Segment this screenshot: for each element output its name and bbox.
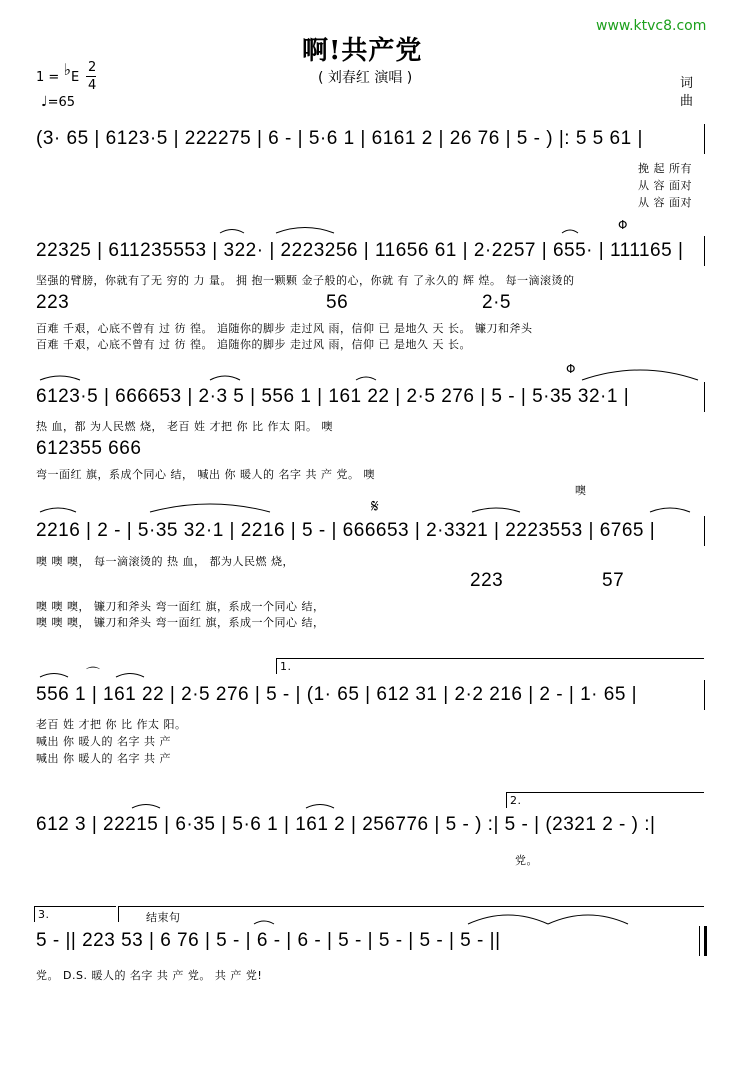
lyricist-label: 词 [680,76,694,91]
system-5-lyric-line-3: 喊出 你 暖人的 名字 共 产 [36,752,171,765]
segno-sign-2-icon: Φ [566,362,576,376]
slur-sys4-d [650,508,690,512]
system-2-lyric-line-3: 百难 千艰，心底不曾有 过 彷 徨。 追随你的脚步 走过风 雨，信仰 已 是地久 天 长。 [36,338,471,351]
song-title: 啊!共产党 [302,36,423,66]
system-1-lyric-line-1: 挽 起 所有 [638,162,692,175]
system-3-lyric-line-1: 热 血，都 为人民燃 烧， 老百 姓 才把 你 比 作太 阳。 噢 [36,420,333,433]
fermata-icon: ⌒ [86,666,101,682]
volta-3-label: 3. [38,908,50,921]
key-note: E [70,70,80,85]
system-5-notes: 556 1 | 161 22 | 2·5 276 | 5 - | (1· 65 | 612 31 | 2·2 216 | 2 - | 1· 65 | [36,684,638,705]
system-2-alt-notes-a: 223 [36,292,70,313]
system-2-notes: 22325 | 611235553 | 322· | 2223256 | 11656 61 | 2·2257 | 655· | 111165 | [36,240,684,261]
slur-sys4-c [472,508,520,512]
coda-label: 结束句 [146,911,181,924]
slur-sys2-b [276,228,334,234]
system-4-lyric-line-1: 噢 噢 噢， 每一滴滚烫的 热 血， 都为人民燃 烧， [36,555,294,568]
slur-sys4-b [150,504,270,512]
slur-sys7-b [468,915,548,924]
volta-1-label: 1. [280,660,292,673]
segno-sign-icon: Φ [618,218,628,232]
system-4-alt-notes-a: 223 [470,570,504,591]
slur-sys3-d [582,370,698,380]
system-6-lyric-line-1: 党。 [515,854,538,867]
site-watermark[interactable]: www.ktvc8.com [596,18,707,34]
quarter-note-icon: ♩ [41,94,48,110]
slur-sys2-c [562,230,578,233]
system-4-lyric-line-3: 噢 噢 噢， 镰刀和斧头 弯一面红 旗，系成一个同心 结， [36,616,325,629]
slur-sys3-c [356,377,376,380]
system-4-lyric-line-2: 噢 噢 噢， 镰刀和斧头 弯一面红 旗，系成一个同心 结， [36,600,325,613]
system-7-notes: 5 - || 223 53 | 6 76 | 5 - | 6 - | 6 - | 5 - | 5 - | 5 - | 5 - || [36,930,501,951]
system-3-lyric-line-3: 噢 [575,484,587,497]
slur-sys2-a [220,230,244,234]
slur-sys3-b [210,376,240,380]
coda-sign-icon: 𝄋 [371,496,380,516]
system-5-lyric-line-2: 喊出 你 暖人的 名字 共 产 [36,735,171,748]
system-3-alt-notes: 612355 666 [36,438,142,459]
system-1-lyric-line-3: 从 容 面对 [638,196,692,209]
slur-sys7-a [254,921,274,924]
system-2-alt-notes-c: 2·5 [482,292,511,313]
slur-sys6-a [132,805,160,809]
slur-sys3-a [40,376,80,380]
system-3-notes: 6123·5 | 666653 | 2·3 5 | 556 1 | 161 22 | 2·5 276 | 5 - | 5·35 32·1 | [36,386,630,407]
system-4-notes: 2216 | 2 - | 5·35 32·1 | 2216 | 5 - | 666653 | 2·3321 | 2223553 | 6765 | [36,520,656,541]
time-signature-top: 2 [88,60,97,75]
system-1-notes: (3· 65 | 6123·5 | 222275 | 6 - | 5·6 1 | 6161 2 | 26 76 | 5 - ) |: 5 5 61 | [36,128,643,149]
slur-sys5-a [40,674,68,678]
system-1-lyric-line-2: 从 容 面对 [638,179,692,192]
system-5-lyric-line-1: 老百 姓 才把 你 比 作太 阳。 [36,718,187,731]
system-2-alt-notes-b: 56 [326,292,349,313]
performer-subtitle: ( 刘春红 演唱 ) [318,70,413,86]
slur-sys7-c [548,915,628,924]
system-2-lyric-line-2: 百难 千艰，心底不曾有 过 彷 徨。 追随你的脚步 走过风 雨，信仰 已 是地久 天 长。 镰刀和斧头 [36,322,533,335]
key-prefix: 1 = [36,70,64,85]
flat-sign: ♭ [63,60,71,79]
system-6-notes: 612 3 | 22215 | 6·35 | 5·6 1 | 161 2 | 256776 | 5 - ) :| 5 - | (2321 2 - ) :| [36,814,656,835]
system-2-lyric-line-1: 坚强的臂膀，你就有了无 穷的 力 量。 拥 抱一颗颗 金子般的心，你就 有 了永久的 辉 煌。 每一滴滚烫的 [36,274,575,287]
slur-sys6-b [306,805,334,809]
volta-2-label: 2. [510,794,522,807]
system-4-alt-notes-b: 57 [602,570,625,591]
time-signature-bottom: 4 [88,78,97,93]
slur-sys5-b [116,674,144,678]
tempo-value: =65 [47,95,76,110]
system-3-lyric-line-2: 弯一面红 旗，系成个同心 结， 喊出 你 暖人的 名字 共 产 党。 噢 [36,468,375,481]
composer-label: 曲 [680,94,694,109]
slur-sys4-a [40,508,76,512]
system-7-lyric-line-1: 党。 D.S. 暖人的 名字 共 产 党。 共 产 党! [36,969,263,982]
